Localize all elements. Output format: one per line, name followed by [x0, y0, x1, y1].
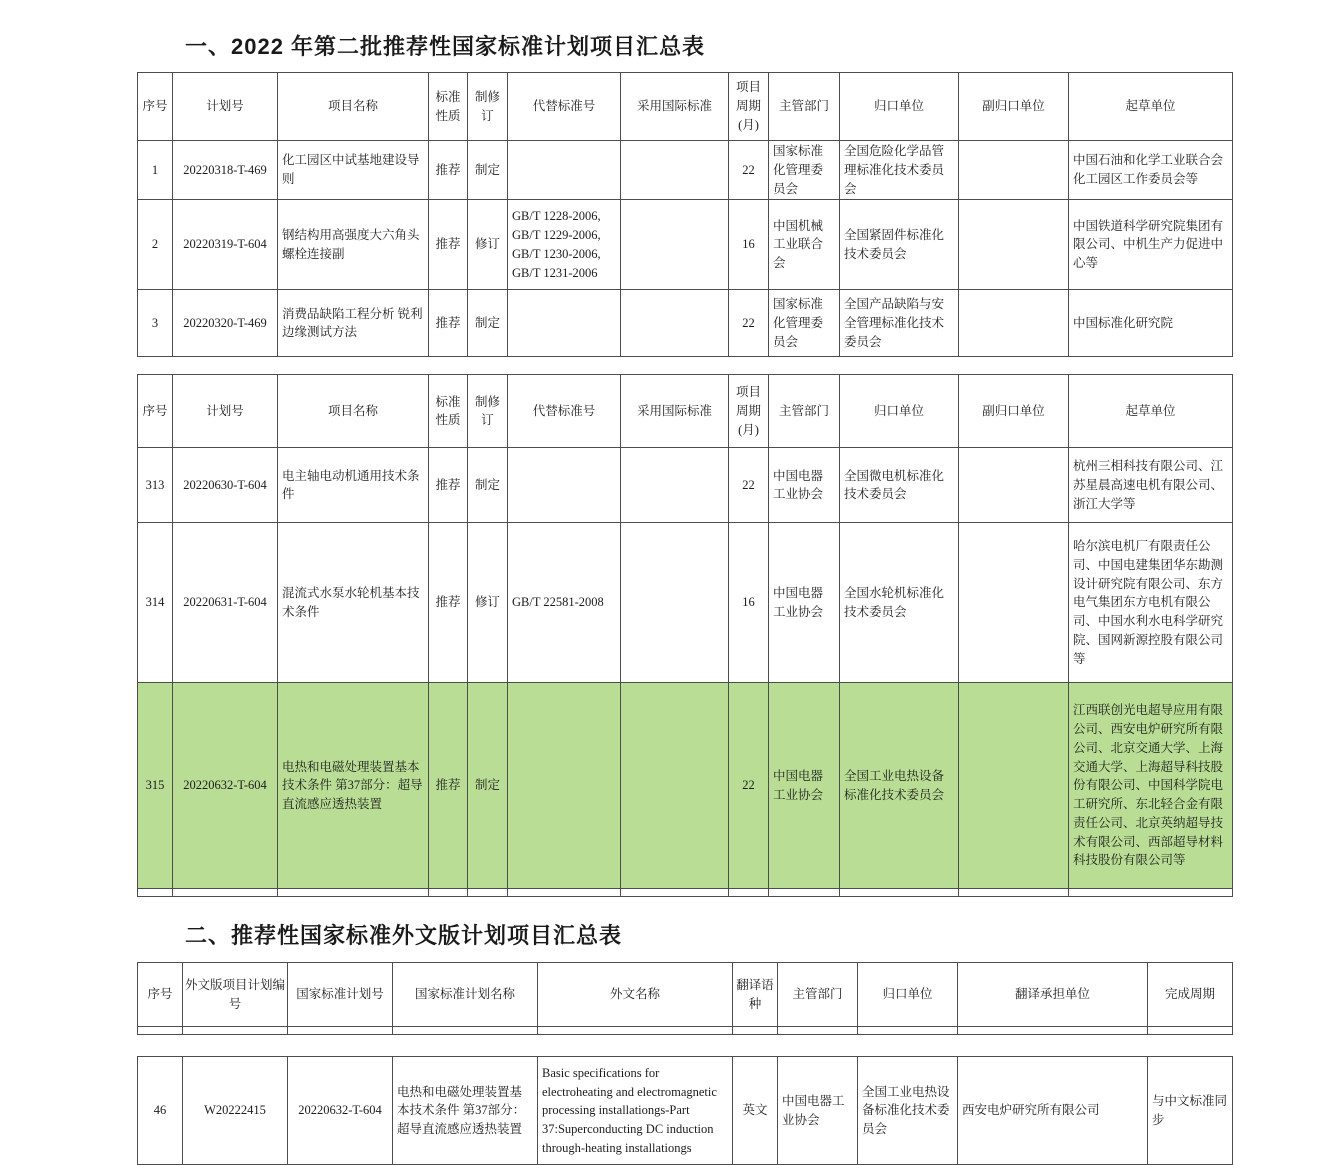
table-cell: 22	[729, 141, 769, 200]
column-header: 归口单位	[840, 375, 959, 448]
table-cell	[393, 1027, 538, 1035]
table-cell: 推荐	[429, 448, 468, 523]
table-cell: 中国电器工业协会	[778, 1057, 858, 1165]
table-cell: 全国工业电热设备标准化技术委员会	[840, 683, 959, 889]
document-content	[137, 0, 1237, 1165]
table-cell: 推荐	[429, 523, 468, 683]
table-cell: 推荐	[429, 290, 468, 357]
column-header: 代替标准号	[508, 375, 621, 448]
column-header: 起草单位	[1069, 73, 1233, 141]
table-cell: 全国危险化学品管理标准化技术委员会	[840, 141, 959, 200]
table-cell: 制定	[468, 290, 508, 357]
table-cell: 制定	[468, 448, 508, 523]
table-cell: 313	[138, 448, 173, 523]
table-cell: 钢结构用高强度大六角头螺栓连接副	[278, 200, 429, 290]
table-cell: 16	[729, 523, 769, 683]
foreign-version-table-header	[137, 962, 1233, 1035]
table-cell	[508, 448, 621, 523]
table-cell	[621, 200, 729, 290]
column-header: 项目周期(月)	[729, 73, 769, 141]
table-cell	[278, 889, 429, 897]
table-row	[138, 200, 1233, 290]
column-header: 制修订	[468, 73, 508, 141]
table-cell: 3	[138, 290, 173, 357]
table-cell	[959, 683, 1069, 889]
table-cell	[183, 1027, 288, 1035]
table-cell: 中国石油和化学工业联合会化工园区工作委员会等	[1069, 141, 1233, 200]
table-cell	[959, 889, 1069, 897]
table-cell: 全国工业电热设备标准化技术委员会	[858, 1057, 958, 1165]
table-cell: 22	[729, 290, 769, 357]
table-cell: 16	[729, 200, 769, 290]
table-cell: 中国机械工业联合会	[769, 200, 840, 290]
table-cell: 电热和电磁处理装置基本技术条件 第37部分：超导直流感应透热装置	[393, 1057, 538, 1165]
table-cell	[288, 1027, 393, 1035]
table-cell	[959, 448, 1069, 523]
table-row	[138, 141, 1233, 200]
table-cell	[769, 889, 840, 897]
table-cell: 20220632-T-604	[173, 683, 278, 889]
table-cell: Basic specifications for electroheating and electromagnetic processing installationgs-Part 37:Superconducting DC induction through-heating installationgs	[538, 1057, 733, 1165]
table-cell: 推荐	[429, 683, 468, 889]
column-header: 国家标准计划号	[288, 963, 393, 1027]
table-cell	[138, 889, 173, 897]
table-cell: 中国电器工业协会	[769, 683, 840, 889]
table-cell: 22	[729, 683, 769, 889]
column-header: 外文版项目计划编号	[183, 963, 288, 1027]
column-header: 序号	[138, 73, 173, 141]
table-cell: 消费品缺陷工程分析 锐利边缘测试方法	[278, 290, 429, 357]
table-cell	[621, 141, 729, 200]
column-header: 副归口单位	[959, 375, 1069, 448]
table-cell: 化工园区中试基地建设导则	[278, 141, 429, 200]
column-header: 项目周期(月)	[729, 375, 769, 448]
table-cell: 江西联创光电超导应用有限公司、西安电炉研究所有限公司、北京交通大学、上海交通大学、上海超导科技股份有限公司、中国科学院电工研究所、东北轻合金有限责任公司、北京英纳超导技术有限公司、西部超导材料科技股份有限公司等	[1069, 683, 1233, 889]
table-cell: 20220632-T-604	[288, 1057, 393, 1165]
table-cell: 314	[138, 523, 173, 683]
column-header: 翻译承担单位	[958, 963, 1148, 1027]
table-cell: 全国产品缺陷与安全管理标准化技术委员会	[840, 290, 959, 357]
table-cell: W20222415	[183, 1057, 288, 1165]
column-header: 制修订	[468, 375, 508, 448]
table-cell: 修订	[468, 200, 508, 290]
table-cell	[138, 1027, 183, 1035]
table-cell: 中国铁道科学研究院集团有限公司、中机生产力促进中心等	[1069, 200, 1233, 290]
table-cell	[840, 889, 959, 897]
table-cell: GB/T 1228-2006, GB/T 1229-2006, GB/T 1230-2006, GB/T 1231-2006	[508, 200, 621, 290]
table-cell: 1	[138, 141, 173, 200]
table-cell: 20220318-T-469	[173, 141, 278, 200]
table-row	[138, 290, 1233, 357]
column-header: 标准性质	[429, 73, 468, 141]
table-row	[138, 1027, 1233, 1035]
table-cell	[858, 1027, 958, 1035]
table-cell: 国家标准化管理委员会	[769, 290, 840, 357]
column-header: 主管部门	[769, 375, 840, 448]
table-cell: 国家标准化管理委员会	[769, 141, 840, 200]
table-cell	[508, 141, 621, 200]
table-cell	[778, 1027, 858, 1035]
table-cell	[621, 523, 729, 683]
column-header: 序号	[138, 963, 183, 1027]
column-header: 归口单位	[840, 73, 959, 141]
table-cell	[959, 141, 1069, 200]
column-header: 归口单位	[858, 963, 958, 1027]
table-cell: 西安电炉研究所有限公司	[958, 1057, 1148, 1165]
column-header: 国家标准计划名称	[393, 963, 538, 1027]
table-cell	[429, 889, 468, 897]
section-1-heading: 一、2022 年第二批推荐性国家标准计划项目汇总表	[185, 34, 706, 59]
table-cell	[508, 683, 621, 889]
table-cell	[958, 1027, 1148, 1035]
column-header: 序号	[138, 375, 173, 448]
table-cell: 20220631-T-604	[173, 523, 278, 683]
column-header: 标准性质	[429, 375, 468, 448]
table-cell: 315	[138, 683, 173, 889]
table-cell: 电热和电磁处理装置基本技术条件 第37部分：超导直流感应透热装置	[278, 683, 429, 889]
table-cell: 电主轴电动机通用技术条件	[278, 448, 429, 523]
column-header: 完成周期	[1148, 963, 1233, 1027]
table-cell: 20220319-T-604	[173, 200, 278, 290]
table-cell: 22	[729, 448, 769, 523]
table-gap	[137, 357, 1237, 374]
table-cell	[468, 889, 508, 897]
table-cell: 哈尔滨电机厂有限责任公司、中国电建集团华东勘测设计研究院有限公司、东方电气集团东方电机有限公司、中国水利水电科学研究院、国网新源控股有限公司等	[1069, 523, 1233, 683]
table-row	[138, 448, 1233, 523]
table-cell	[621, 290, 729, 357]
table-cell	[508, 889, 621, 897]
table-cell: 混流式水泵水轮机基本技术条件	[278, 523, 429, 683]
table-cell: 推荐	[429, 141, 468, 200]
foreign-version-table-row	[137, 1056, 1233, 1165]
table-cell	[1148, 1027, 1233, 1035]
table-cell	[173, 889, 278, 897]
table-cell: 20220630-T-604	[173, 448, 278, 523]
standards-summary-table-part2	[137, 374, 1233, 897]
column-header: 项目名称	[278, 73, 429, 141]
table-cell	[733, 1027, 778, 1035]
table-cell: 制定	[468, 683, 508, 889]
table-cell: 与中文标准同步	[1148, 1057, 1233, 1165]
table-cell	[508, 290, 621, 357]
table-cell: 全国微电机标准化技术委员会	[840, 448, 959, 523]
table-cell: 英文	[733, 1057, 778, 1165]
table-cell	[959, 523, 1069, 683]
table-cell: 制定	[468, 141, 508, 200]
table-cell	[621, 448, 729, 523]
column-header: 副归口单位	[959, 73, 1069, 141]
column-header: 代替标准号	[508, 73, 621, 141]
column-header: 采用国际标准	[621, 73, 729, 141]
table-cell	[538, 1027, 733, 1035]
table-cell	[729, 889, 769, 897]
table-row	[138, 889, 1233, 897]
table-cell: GB/T 22581-2008	[508, 523, 621, 683]
standards-summary-table-part1	[137, 72, 1233, 357]
column-header: 主管部门	[769, 73, 840, 141]
table-cell: 修订	[468, 523, 508, 683]
column-header: 外文名称	[538, 963, 733, 1027]
table-cell: 20220320-T-469	[173, 290, 278, 357]
page-break-gap	[137, 1035, 1237, 1056]
column-header: 采用国际标准	[621, 375, 729, 448]
column-header: 项目名称	[278, 375, 429, 448]
table-cell: 全国水轮机标准化技术委员会	[840, 523, 959, 683]
column-header: 计划号	[173, 73, 278, 141]
table-cell	[959, 290, 1069, 357]
column-header: 主管部门	[778, 963, 858, 1027]
table-cell: 全国紧固件标准化技术委员会	[840, 200, 959, 290]
table-row	[138, 1057, 1233, 1165]
column-header: 翻译语种	[733, 963, 778, 1027]
table-row	[138, 523, 1233, 683]
table-cell	[1069, 889, 1233, 897]
table-cell	[959, 200, 1069, 290]
table-cell: 46	[138, 1057, 183, 1165]
table-cell: 中国电器工业协会	[769, 523, 840, 683]
table-cell: 中国电器工业协会	[769, 448, 840, 523]
column-header: 起草单位	[1069, 375, 1233, 448]
table-cell: 中国标准化研究院	[1069, 290, 1233, 357]
section-2-heading: 二、推荐性国家标准外文版计划项目汇总表	[185, 923, 623, 949]
table-cell: 推荐	[429, 200, 468, 290]
table-cell	[621, 889, 729, 897]
table-row	[138, 683, 1233, 889]
table-cell: 2	[138, 200, 173, 290]
column-header: 计划号	[173, 375, 278, 448]
table-cell	[621, 683, 729, 889]
table-cell: 杭州三相科技有限公司、江苏星晨高速电机有限公司、浙江大学等	[1069, 448, 1233, 523]
